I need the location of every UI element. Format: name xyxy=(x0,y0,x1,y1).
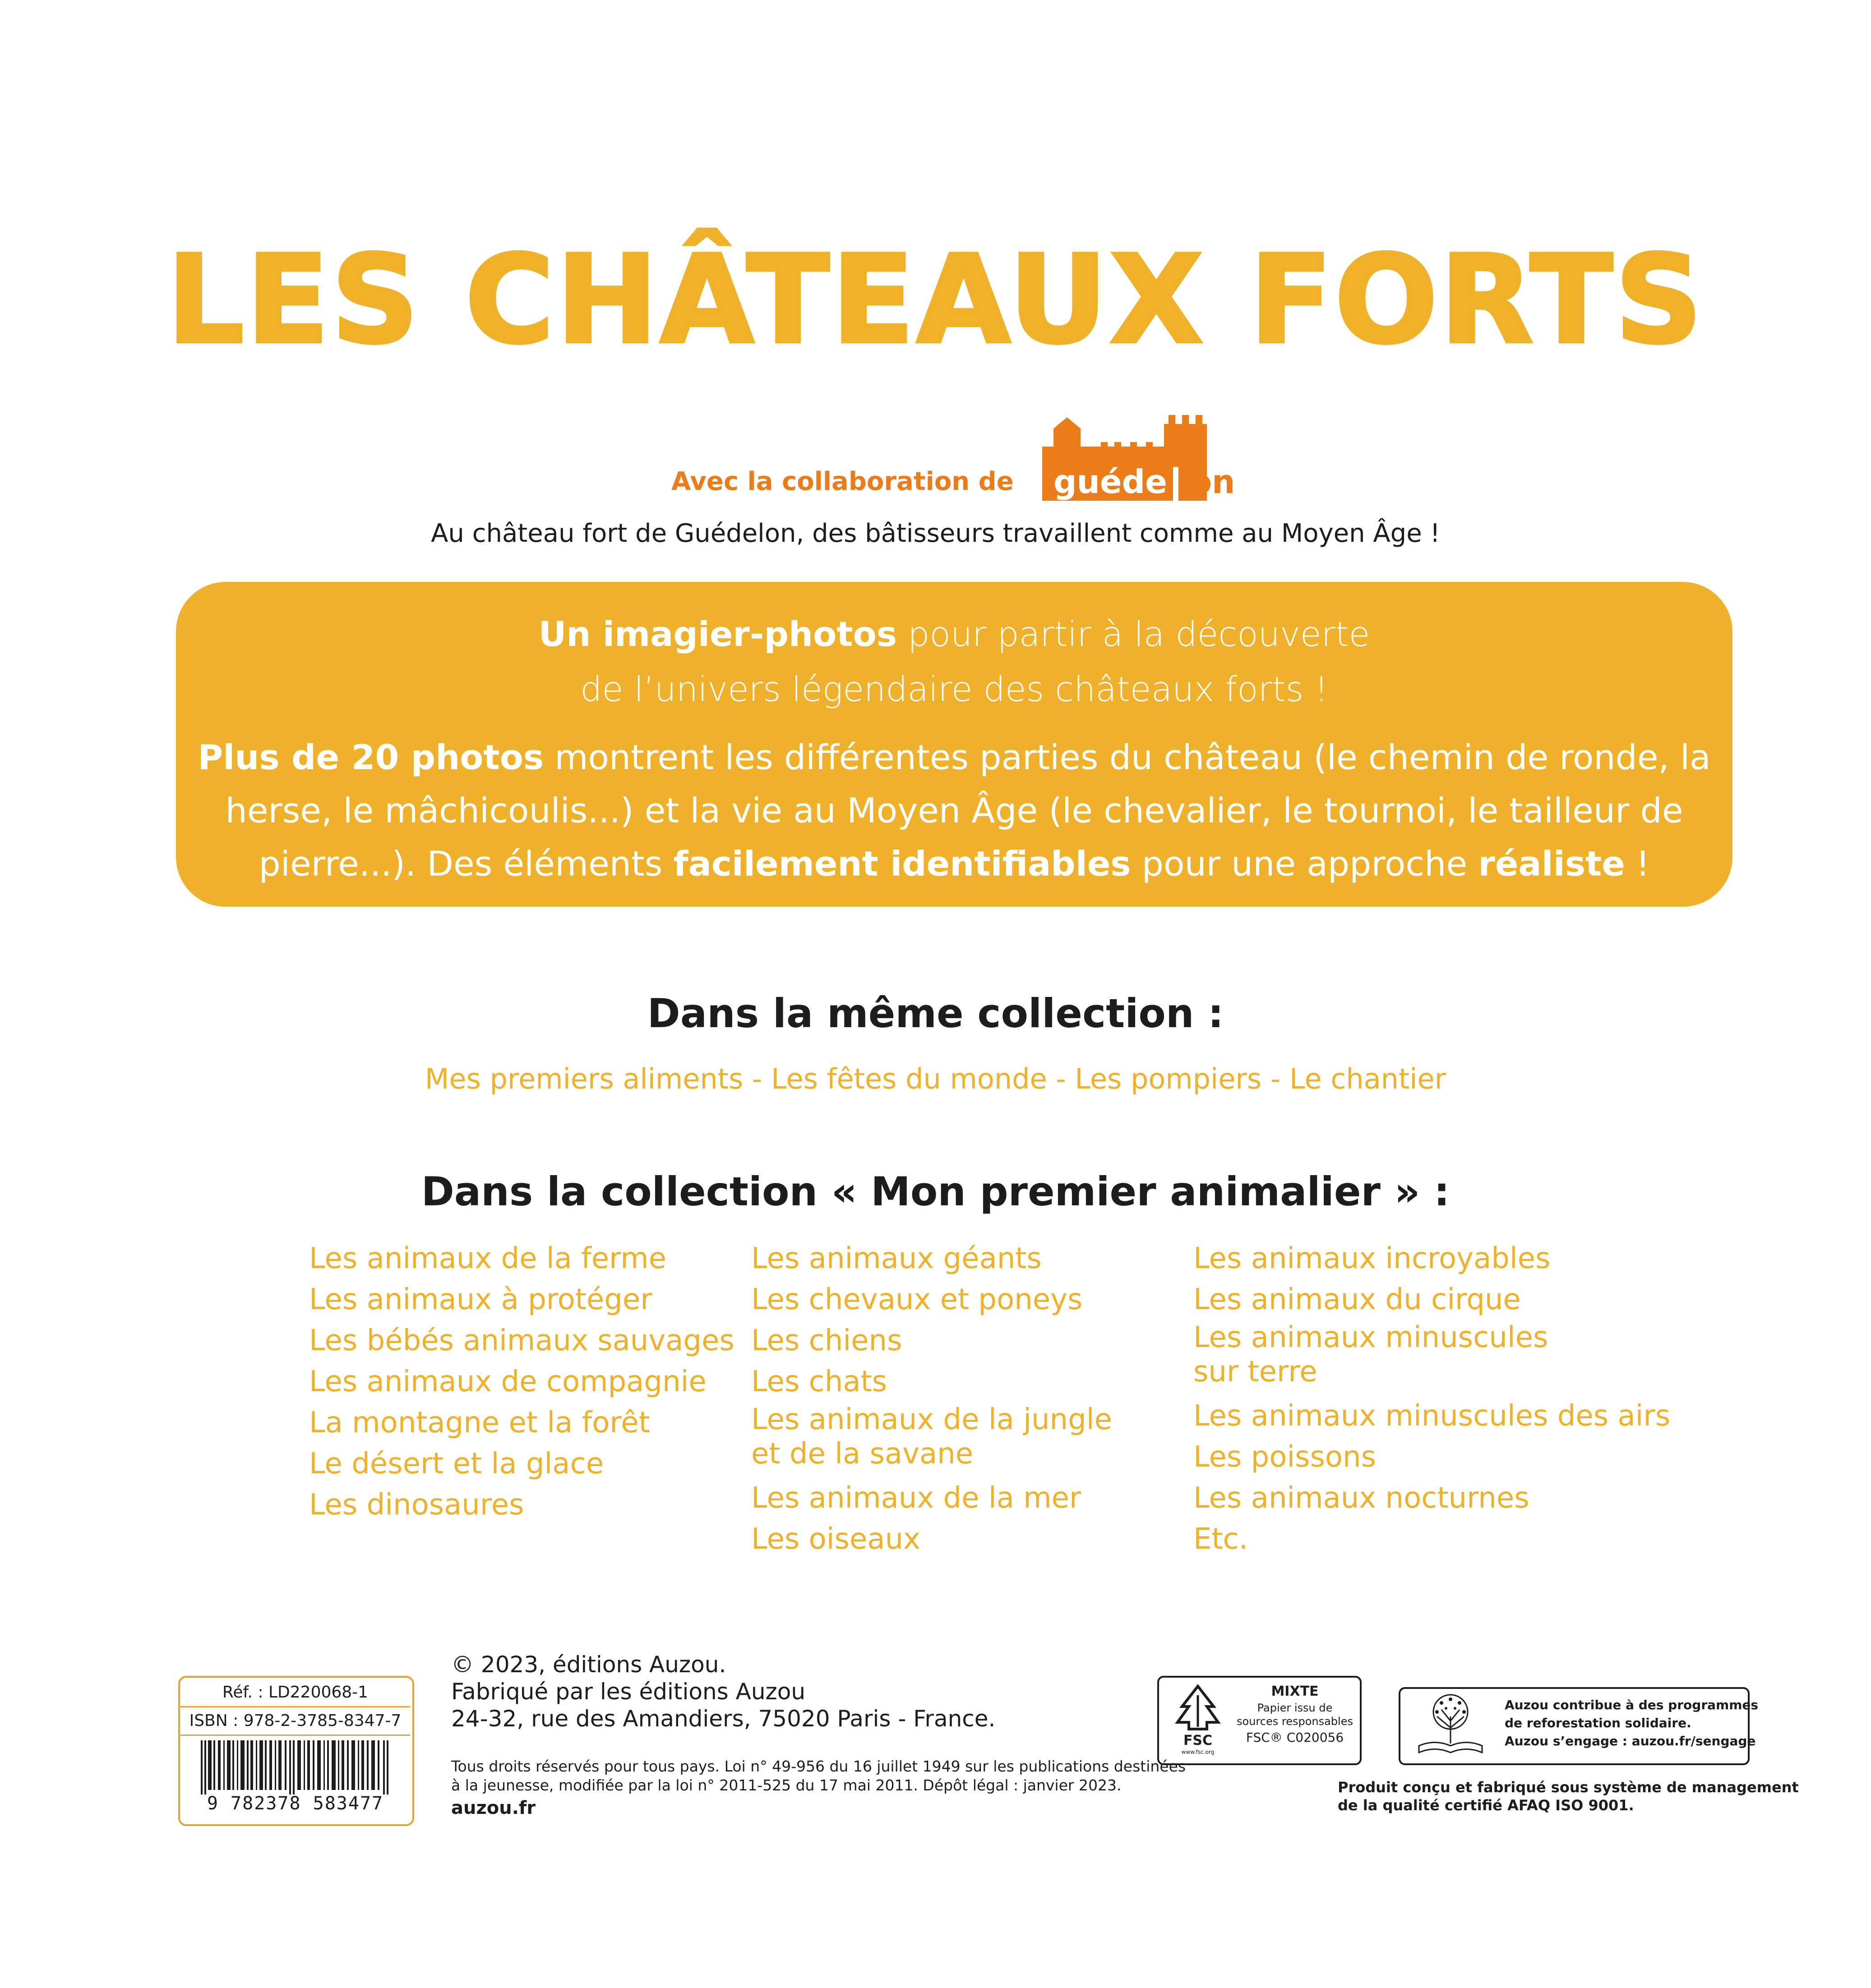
quality-line: Produit conçu et fabriqué sous système de management xyxy=(1338,1779,1799,1796)
publisher-line: 24-32, rue des Amandiers, 75020 Paris - France. xyxy=(451,1706,996,1732)
legal-line: Tous droits réservés pour tous pays. Loi n° 49-956 du 16 juillet 1949 sur les publications destinées xyxy=(451,1757,1186,1775)
fsc-text xyxy=(1234,1685,1356,1744)
list-item-line: Les animaux de la jungle xyxy=(751,1403,1112,1436)
reforestation-line: Auzou s’engage : auzou.fr/sengage xyxy=(1505,1734,1756,1748)
publisher-line: Fabriqué par les éditions Auzou xyxy=(451,1679,806,1705)
promo-p2-text2: pour une approche xyxy=(1131,844,1478,884)
list-item: Les animaux de la ferme xyxy=(309,1242,666,1275)
reforestation-text xyxy=(1505,1696,1758,1750)
list-item-line: sur terre xyxy=(1193,1355,1317,1388)
reforestation-line: de reforestation solidaire. xyxy=(1505,1716,1691,1730)
tree-book-icon xyxy=(1405,1689,1496,1759)
promo-p2-bold2: facilement identifiables xyxy=(673,844,1131,884)
fsc-mixte: MIXTE xyxy=(1271,1684,1319,1699)
promo-p1-line2: de l’univers légendaire des châteaux forts ! xyxy=(580,669,1328,709)
list-item: Les dinosaures xyxy=(309,1488,524,1522)
fsc-site: www.fsc.org xyxy=(1181,1749,1215,1755)
page-title: LES CHÂTEAUX FORTS xyxy=(166,229,1705,371)
list-item: Les animaux incroyables xyxy=(1193,1242,1551,1275)
list-item: Les animaux à protéger xyxy=(309,1283,652,1316)
promo-p2-bold1: Plus de 20 photos xyxy=(198,737,544,777)
animalier-heading: Dans la collection « Mon premier animalier » : xyxy=(421,1168,1450,1215)
list-item: Les poissons xyxy=(1193,1440,1376,1474)
barcode-icon xyxy=(201,1740,390,1794)
reference-number: Réf. : LD220068-1 xyxy=(180,1679,410,1707)
quality-line: de la qualité certifié AFAQ ISO 9001. xyxy=(1338,1797,1634,1814)
animalier-column-3 xyxy=(1193,1238,1670,1560)
fsc-label: FSC xyxy=(1183,1733,1213,1748)
list-item: Les chiens xyxy=(751,1324,902,1357)
collaboration-label: Avec la collaboration de xyxy=(671,467,1014,496)
same-collection-heading: Dans la même collection : xyxy=(647,990,1224,1037)
fsc-code: FSC® C020056 xyxy=(1246,1730,1344,1745)
list-item: Les animaux nocturnes xyxy=(1193,1481,1529,1515)
list-item: Les animaux de compagnie xyxy=(309,1365,707,1398)
legal-notice xyxy=(451,1757,1186,1795)
list-item: Les oiseaux xyxy=(751,1522,920,1556)
list-item: Les animaux du cirque xyxy=(1193,1283,1521,1316)
list-item: Le désert et la glace xyxy=(309,1447,604,1481)
promo-p1-bold: Un imagier-photos xyxy=(538,614,897,654)
svg-text:lon: lon xyxy=(1178,463,1235,501)
list-item xyxy=(1193,1320,1670,1389)
reforestation-line: Auzou contribue à des programmes xyxy=(1505,1697,1759,1712)
fsc-line: sources responsables xyxy=(1237,1715,1353,1728)
list-item: Les animaux minuscules des airs xyxy=(1193,1399,1671,1433)
publisher-line: © 2023, éditions Auzou. xyxy=(451,1651,726,1678)
promo-p2-text1: montrent les différentes parties du château (le chemin de ronde, la herse, le mâchicoulis...) et la vie au Moyen Âge (le chevalier, le tournoi, le tailleur de pierre...). Des éléments xyxy=(225,737,1711,884)
list-item-line: Les animaux minuscules xyxy=(1193,1321,1548,1354)
promo-paragraph-1 xyxy=(176,607,1732,717)
barcode-digits: 9 782378 583477 xyxy=(207,1793,384,1814)
fsc-tree-icon xyxy=(1169,1682,1227,1756)
list-item: Les bébés animaux sauvages xyxy=(309,1324,735,1357)
website-link[interactable]: auzou.fr xyxy=(451,1798,536,1818)
promo-p2-text3: ! xyxy=(1625,844,1650,884)
legal-line: à la jeunesse, modifiée par la loi n° 2011-525 du 17 mai 2011. Dépôt légal : janvier 2023. xyxy=(451,1776,1122,1794)
list-item: Les animaux géants xyxy=(751,1242,1042,1275)
list-item: Les animaux de la mer xyxy=(751,1481,1081,1515)
animalier-column-1 xyxy=(309,1238,735,1526)
collaboration-subtitle: Au château fort de Guédelon, des bâtisseurs travaillent comme au Moyen Âge ! xyxy=(431,519,1440,548)
guedelon-logo xyxy=(1033,399,1241,503)
quality-certification xyxy=(1338,1778,1799,1814)
publisher-info xyxy=(451,1651,995,1732)
list-item: Les chevaux et poneys xyxy=(751,1283,1083,1316)
fsc-line: Papier issu de xyxy=(1257,1702,1333,1714)
list-item: Etc. xyxy=(1193,1522,1248,1556)
svg-text:guéde: guéde xyxy=(1053,463,1167,501)
promo-p2-bold3: réaliste xyxy=(1478,844,1625,884)
promo-paragraph-2 xyxy=(194,731,1714,890)
isbn-number: ISBN : 978-2-3785-8347-7 xyxy=(180,1707,410,1736)
list-item xyxy=(751,1402,1112,1471)
same-collection-list: Mes premiers aliments - Les fêtes du monde - Les pompiers - Le chantier xyxy=(425,1062,1446,1095)
list-item: Les chats xyxy=(751,1365,887,1398)
animalier-column-2 xyxy=(751,1238,1112,1560)
list-item-line: et de la savane xyxy=(751,1437,974,1471)
promo-p1-rest: pour partir à la découverte xyxy=(896,614,1370,654)
list-item: La montagne et la forêt xyxy=(309,1406,650,1439)
